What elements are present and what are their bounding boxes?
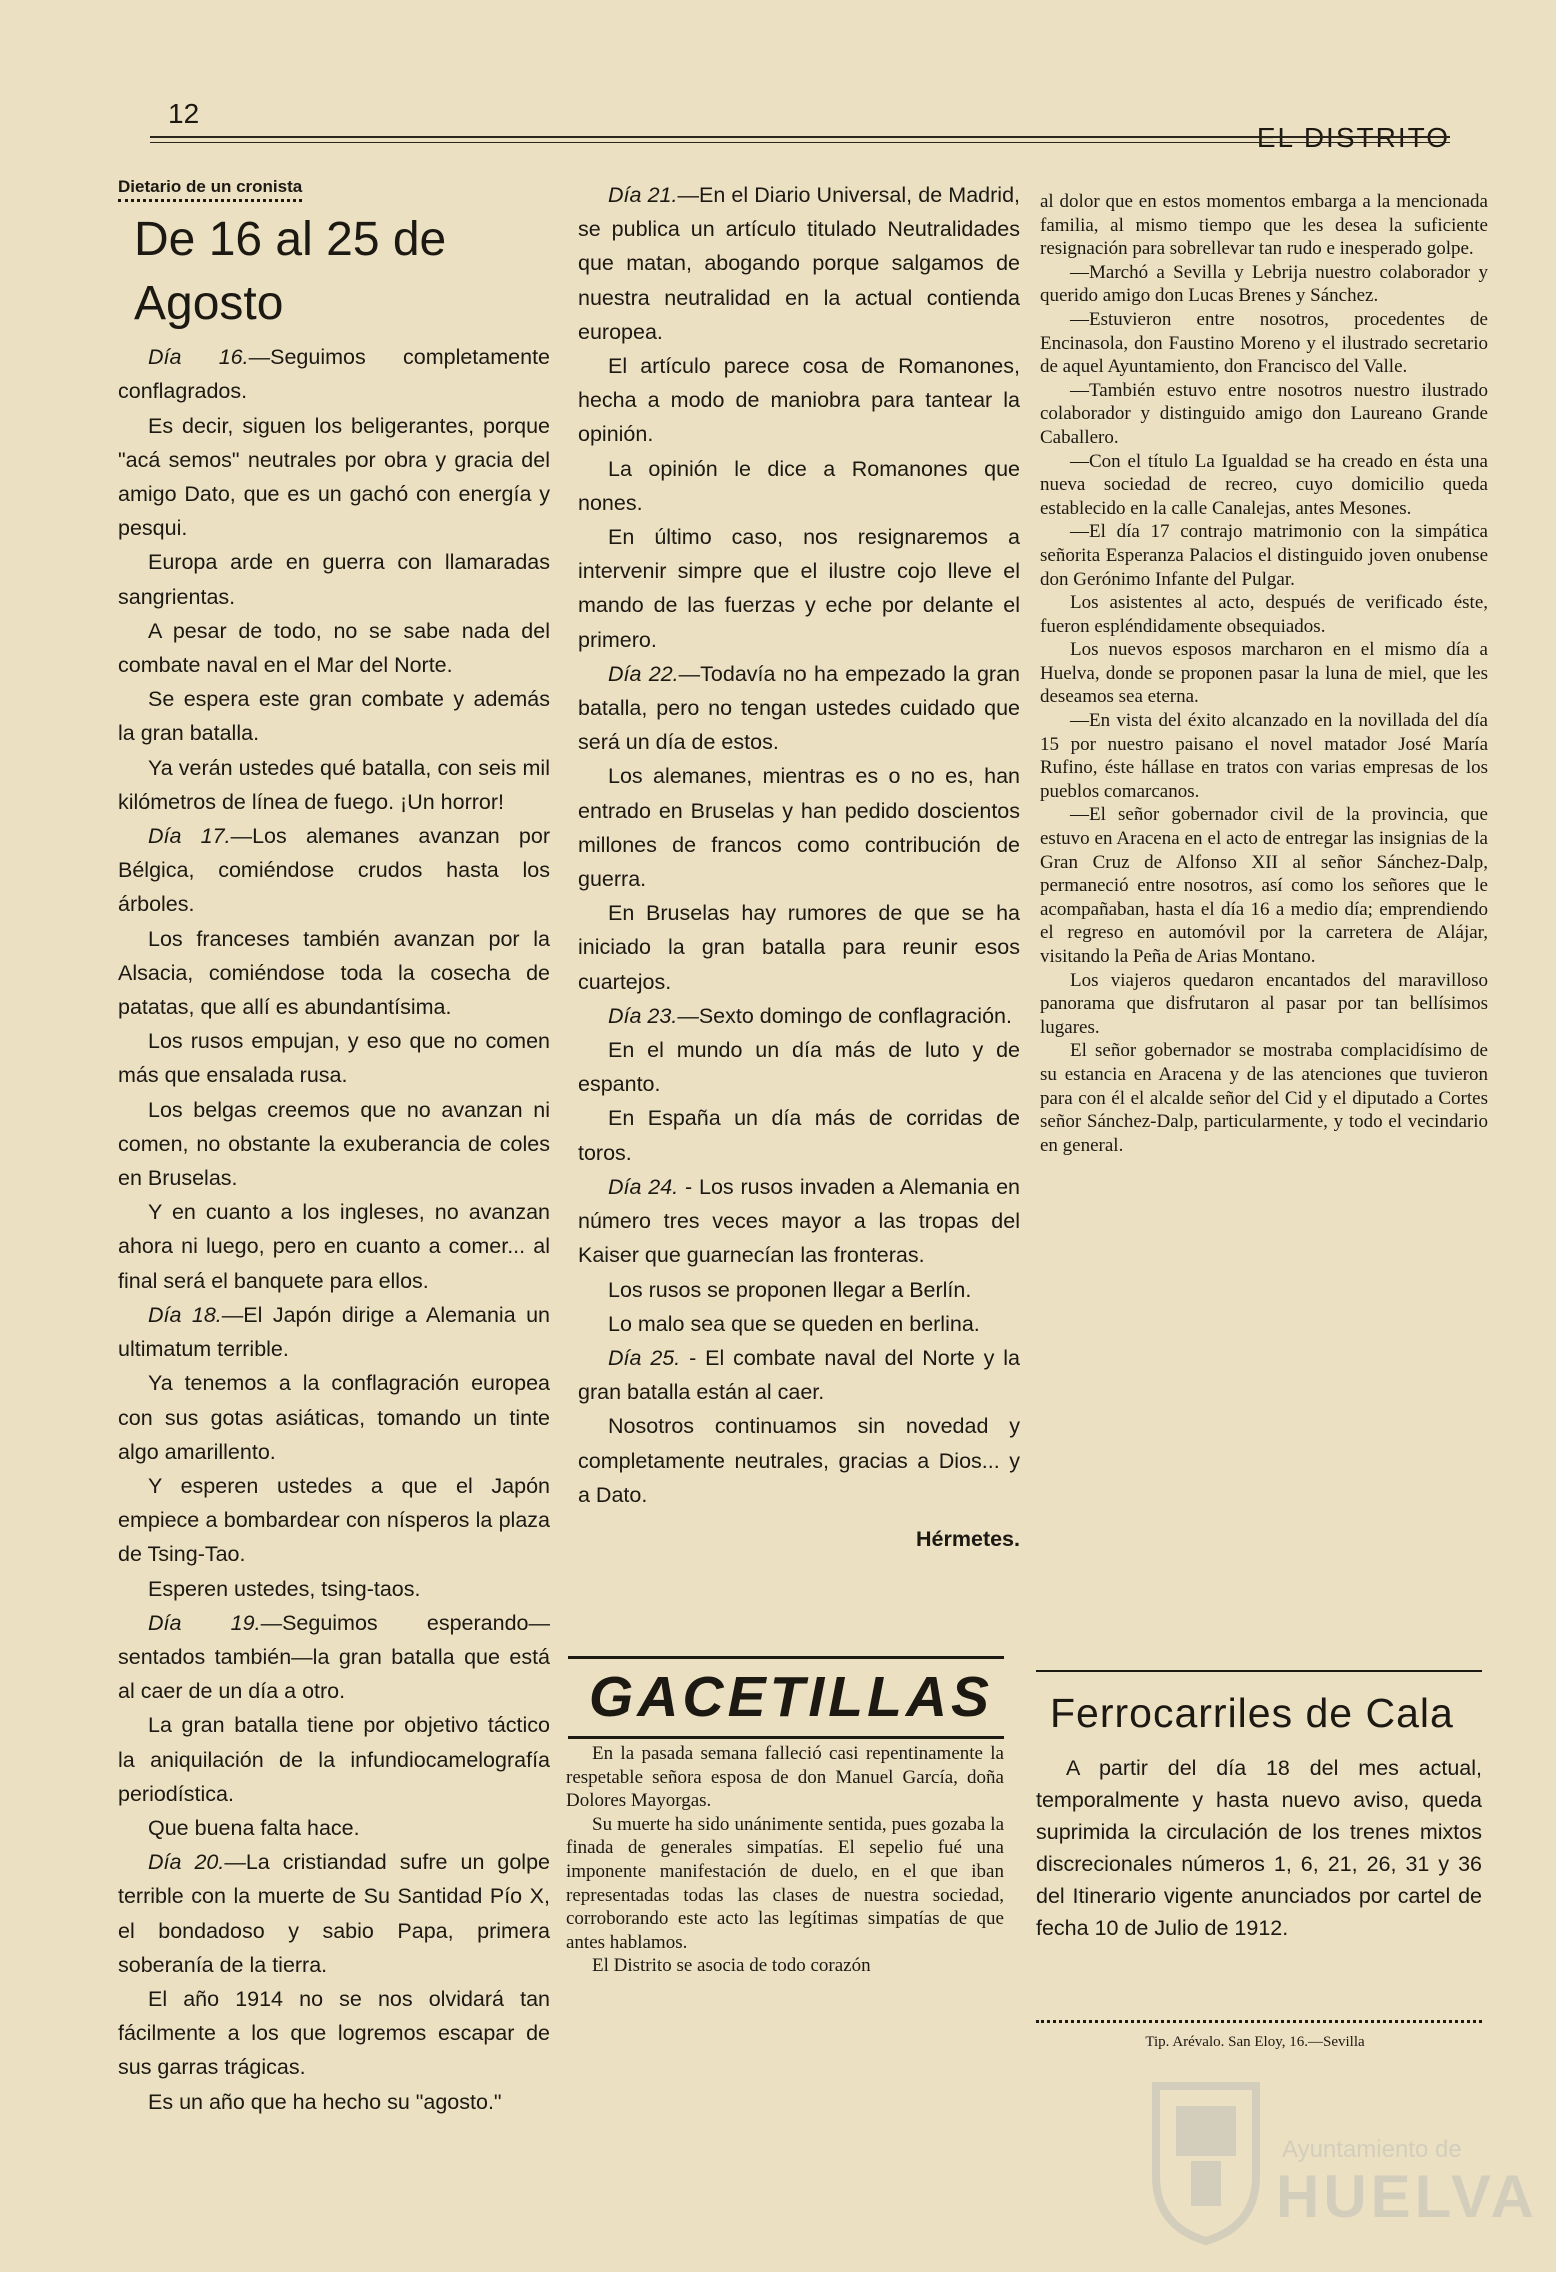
gacetillas-title: GACETILLAS — [588, 1665, 994, 1729]
paragraph — [578, 1341, 1020, 1409]
paragraph-text: —En el Diario Universal, de Madrid, se publica un artículo titulado Neutralidades que matan, abogando porque salgamos de nuestra neutralidad en la actual contienda europea. — [578, 183, 1020, 344]
paragraph-text: —La cristiandad sufre un golpe terrible con la muerte de Su Santidad Pío X, el bondadoso y sabio Papa, primera soberanía de la tierra. — [118, 1850, 550, 1977]
paragraph-text: Europa arde en guerra con llamaradas sangrientas. — [118, 550, 550, 609]
paragraph-text: Nosotros continuamos sin novedad y completamente neutrales, gracias a Dios... y a Dato. — [578, 1414, 1020, 1507]
crest-icon — [1146, 2066, 1266, 2246]
paragraph — [118, 2085, 550, 2119]
paragraph: —También estuvo entre nosotros nuestro ilustrado colaborador y distinguido amigo don Laureano Grande Caballero. — [1040, 379, 1488, 448]
paragraph — [578, 452, 1020, 520]
gacetillas-body — [566, 1742, 1004, 1978]
paragraph: Los nuevos esposos marcharon en el mismo día a Huelva, donde se proponen pasar la luna de miel, que les deseamos sea eterna. — [1040, 639, 1488, 708]
paragraph-text: —Todavía no ha empezado la gran batalla, pero no tengan ustedes cuidado que será un día de estos. — [578, 661, 1020, 755]
paragraph-text: —Seguimos esperando—sentados también—la gran batalla que está al caer de un día a otro. — [118, 1610, 550, 1704]
page-number: 12 — [168, 98, 200, 129]
paragraph-text: —Sexto domingo de conflagración. — [677, 1003, 1012, 1028]
paragraph — [118, 1366, 550, 1469]
paragraph: El señor gobernador se mostraba complacidísimo de su estancia en Aracena y de las atenciones que tuvieron para con él el alcalde señor del Cid y el diputado a Cortes señor Sánchez-Dalp, particularmente, y todo el vecindario en general. — [1040, 1040, 1488, 1156]
paragraph: Los viajeros quedaron encantados del maravilloso panorama que disfrutaron al pasar por tan bellísimos lugares. — [1040, 969, 1488, 1038]
paragraph — [118, 1572, 550, 1606]
watermark-line1: Ayuntamiento de — [1282, 2136, 1462, 2163]
paragraph-text: Ya tenemos a la conflagración europea con sus gotas asiáticas, tomando un tinte algo amarillento. — [118, 1371, 550, 1464]
paragraph-text: El año 1914 no se nos olvidará tan fácilmente a los que logremos escapar de sus garras trágicas. — [118, 1986, 550, 2080]
watermark — [1146, 2066, 1538, 2256]
paragraph-text: Los belgas creemos que no avanzan ni comen, no obstante la exuberancia de coles en Bruselas. — [118, 1097, 550, 1191]
paragraph — [118, 1093, 550, 1196]
paragraph — [578, 1273, 1020, 1307]
gacetillas-rule-top — [568, 1656, 1004, 1659]
paragraph: Su muerte ha sido unánimente sentida, pues gozaba la finada de generales simpatías. El sepelio fué una imponente manifestación de duelo, en el que iban representadas todas las clases de nuestra sociedad, corroborando este acto las legítimas simpatías de que antes hablamos. — [566, 1813, 1004, 1953]
watermark-line2: HUELVA — [1276, 2163, 1538, 2230]
paragraph-text: Que buena falta hace. — [148, 1815, 360, 1840]
paragraph-text: - El combate naval del Norte y la gran batalla están al caer. — [578, 1345, 1020, 1405]
paragraph-text: Esperen ustedes, tsing-taos. — [148, 1576, 421, 1601]
paragraph — [578, 1170, 1020, 1273]
paragraph-text: Los rusos se proponen llegar a Berlín. — [608, 1277, 972, 1302]
day-lead: Día 25. — [608, 1345, 681, 1370]
publication-title: EL DISTRITO — [1256, 122, 1450, 153]
paragraph-text: En último caso, nos resignaremos a intervenir simpre que el ilustre cojo lleve el mando de las fuerzas y eche por delante el primero. — [578, 525, 1020, 652]
header-rule-thin — [150, 142, 1450, 143]
paragraph-text: En España un día más de corridas de toros. — [578, 1106, 1020, 1165]
paragraph-text: Los franceses también avanzan por la Alsacia, comiéndose toda la cosecha de patatas, que allí es abundantísima. — [118, 926, 550, 1020]
paragraph — [578, 1307, 1020, 1341]
day-lead: Día 21. — [608, 183, 678, 207]
imprint-rule — [1036, 2020, 1482, 2023]
paragraph — [578, 1409, 1020, 1512]
day-lead: Día 20. — [148, 1850, 225, 1875]
dietario-signature: Hérmetes. — [916, 1526, 1020, 1551]
paragraph — [578, 520, 1020, 657]
paragraph — [118, 682, 550, 750]
paragraph — [118, 340, 550, 408]
dietario-column-1 — [118, 168, 550, 2119]
paragraph-text: Los alemanes, mientras es o no es, han entrado en Bruselas y han pedido doscientos millones de francos como contribución de guerra. — [578, 764, 1020, 892]
paragraph — [578, 759, 1020, 896]
paragraph — [578, 657, 1020, 760]
paragraph-text: —El Japón dirige a Alemania un ultimatum terrible. — [118, 1302, 550, 1362]
paragraph — [118, 1606, 550, 1709]
paragraph: —Estuvieron entre nosotros, procedentes de Encinasola, don Faustino Moreno y el ilustrado secretario de aquel Ayuntamiento, don Francisco del Valle. — [1040, 308, 1488, 378]
paragraph — [118, 614, 550, 682]
paragraph — [578, 1101, 1020, 1169]
gacetillas-continuation — [1040, 190, 1488, 1157]
paragraph — [578, 178, 1020, 349]
day-lead: Día 16. — [148, 345, 249, 370]
paragraph-text: Se espera este gran combate y además la gran batalla. — [118, 687, 550, 746]
paragraph-text: - Los rusos invaden a Alemania en número tres veces mayor a las tropas del Kaiser que guarnecían las fronteras. — [578, 1174, 1021, 1268]
paragraph — [118, 1708, 550, 1811]
paragraph — [118, 1469, 550, 1572]
paragraph-text: Y en cuanto a los ingleses, no avanzan ahora ni luego, pero en cuanto a comer... al final será el banquete para ellos. — [118, 1200, 550, 1293]
day-lead: Día 17. — [148, 824, 231, 849]
paragraph — [118, 545, 550, 613]
dietario-title: De 16 al 25 de Agosto — [134, 213, 447, 331]
paragraph — [578, 1033, 1020, 1101]
paragraph — [118, 1024, 550, 1092]
dietario-kicker: Dietario de un cronista — [118, 177, 302, 202]
paragraph: El Distrito se asocia de todo corazón — [592, 1955, 871, 1977]
day-lead: Día 19. — [148, 1610, 261, 1635]
paragraph — [118, 1195, 550, 1298]
paragraph-text: —Seguimos completamente conflagrados. — [118, 345, 550, 404]
paragraph — [118, 1298, 550, 1366]
paragraph-text: La opinión le dice a Romanones que nones. — [578, 456, 1020, 515]
dietario-column-2 — [578, 178, 1020, 1556]
day-lead: Día 18. — [148, 1302, 222, 1327]
paragraph-text: La gran batalla tiene por objetivo táctico la aniquilación de la infundiocamelografía periodística. — [118, 1713, 550, 1806]
header-rule — [150, 136, 1450, 138]
paragraph — [118, 922, 550, 1025]
paragraph — [118, 1845, 550, 1982]
paragraph-text: En Bruselas hay rumores de que se ha iniciado la gran batalla para reunir esos cuartejos. — [578, 901, 1020, 994]
paragraph: —En vista del éxito alcanzado en la novillada del día 15 por nuestro paisano el novel matador José María Rufino, éste hállase en tratos con varias empresas de los pueblos comarcanos. — [1040, 710, 1488, 802]
paragraph-text: Lo malo sea que se queden en berlina. — [608, 1311, 980, 1336]
ferrocarriles-body — [1036, 1752, 1482, 1944]
paragraph: —Marchó a Sevilla y Lebrija nuestro colaborador y querido amigo don Lucas Brenes y Sánchez. — [1040, 261, 1488, 307]
day-lead: Día 22. — [608, 661, 679, 686]
paragraph-text: —Los alemanes avanzan por Bélgica, comiéndose crudos hasta los árboles. — [118, 824, 550, 917]
paragraph — [118, 751, 550, 819]
paragraph: —El día 17 contrajo matrimonio con la simpática señorita Esperanza Palacios el distinguido joven onubense don Gerónimo Infante del Pulgar. — [1040, 521, 1488, 590]
paragraph-text: Es un año que ha hecho su "agosto." — [148, 2089, 502, 2114]
paragraph: al dolor que en estos momentos embarga a la mencionada familia, al mismo tiempo que les desea la suficiente resignación para sobrellevar tan rudo e inesperado golpe. — [1040, 191, 1488, 260]
paragraph — [118, 1982, 550, 2085]
paragraph-text: Es decir, siguen los beligerantes, porque "acá semos" neutrales por obra y gracia del amigo Dato, que es un gachó con energía y pesqui. — [118, 413, 550, 541]
paragraph: En la pasada semana falleció casi repentinamente la respetable señora esposa de don Manuel García, doña Dolores Mayorgas. — [566, 1743, 1004, 1812]
paragraph — [118, 819, 550, 922]
paragraph — [578, 349, 1020, 452]
paragraph-text: A pesar de todo, no se sabe nada del combate naval en el Mar del Norte. — [118, 618, 550, 678]
paragraph: —El señor gobernador civil de la provincia, que estuvo en Aracena en el acto de entregar las insignias de la Gran Cruz de Alfonso XII al señor Sánchez-Dalp, permaneció entre nosotros, así como los señores que le acompañaban, hasta el día 16 a medio día; emprendiendo el regreso en automóvil por la carretera de Alájar, visitando la Peña de Arias Montano. — [1040, 804, 1488, 967]
gacetillas-rule-bottom — [568, 1736, 1004, 1739]
paragraph-text: Los rusos empujan, y eso que no comen más que ensalada rusa. — [118, 1029, 550, 1088]
paragraph — [578, 999, 1020, 1033]
imprint: Tip. Arévalo. San Eloy, 16.—Sevilla — [1145, 2034, 1365, 2050]
day-lead: Día 23. — [608, 1003, 678, 1028]
paragraph: —Con el título La Igualdad se ha creado en ésta una nueva sociedad de recreo, cuyo domicilio queda establecido en la calle Canalejas, antes Mesones. — [1040, 450, 1488, 519]
day-lead: Día 24. — [608, 1174, 679, 1199]
paragraph — [118, 409, 550, 546]
ferrocarriles-rule-top — [1036, 1670, 1482, 1672]
paragraph-text: Y esperen ustedes a que el Japón empiece a bombardear con nísperos la plaza de Tsing-Tao. — [118, 1473, 550, 1567]
dietario-continuation — [578, 178, 1020, 1512]
paragraph — [578, 896, 1020, 999]
paragraph — [118, 1811, 550, 1845]
paragraph-text: En el mundo un día más de luto y de espanto. — [578, 1038, 1020, 1097]
paragraph-text: Ya verán ustedes qué batalla, con seis mil kilómetros de línea de fuego. ¡Un horror! — [118, 755, 550, 814]
ferrocarriles-title: Ferrocarriles de Cala — [1050, 1690, 1454, 1736]
paragraph-text: El artículo parece cosa de Romanones, hecha a modo de maniobra para tantear la opinión. — [578, 354, 1020, 447]
ferrocarriles-text: A partir del día 18 del mes actual, temporalmente y hasta nuevo aviso, queda suprimida la circulación de los trenes mixtos discrecionales números 1, 6, 21, 26, 31 y 36 del Itinerario vigente anunciados por cartel de fecha 10 de Julio de 1912. — [1036, 1756, 1482, 1940]
dietario-paragraphs — [118, 340, 550, 2119]
paragraph: Los asistentes al acto, después de verificado éste, fueron espléndidamente obsequiados. — [1040, 592, 1488, 637]
